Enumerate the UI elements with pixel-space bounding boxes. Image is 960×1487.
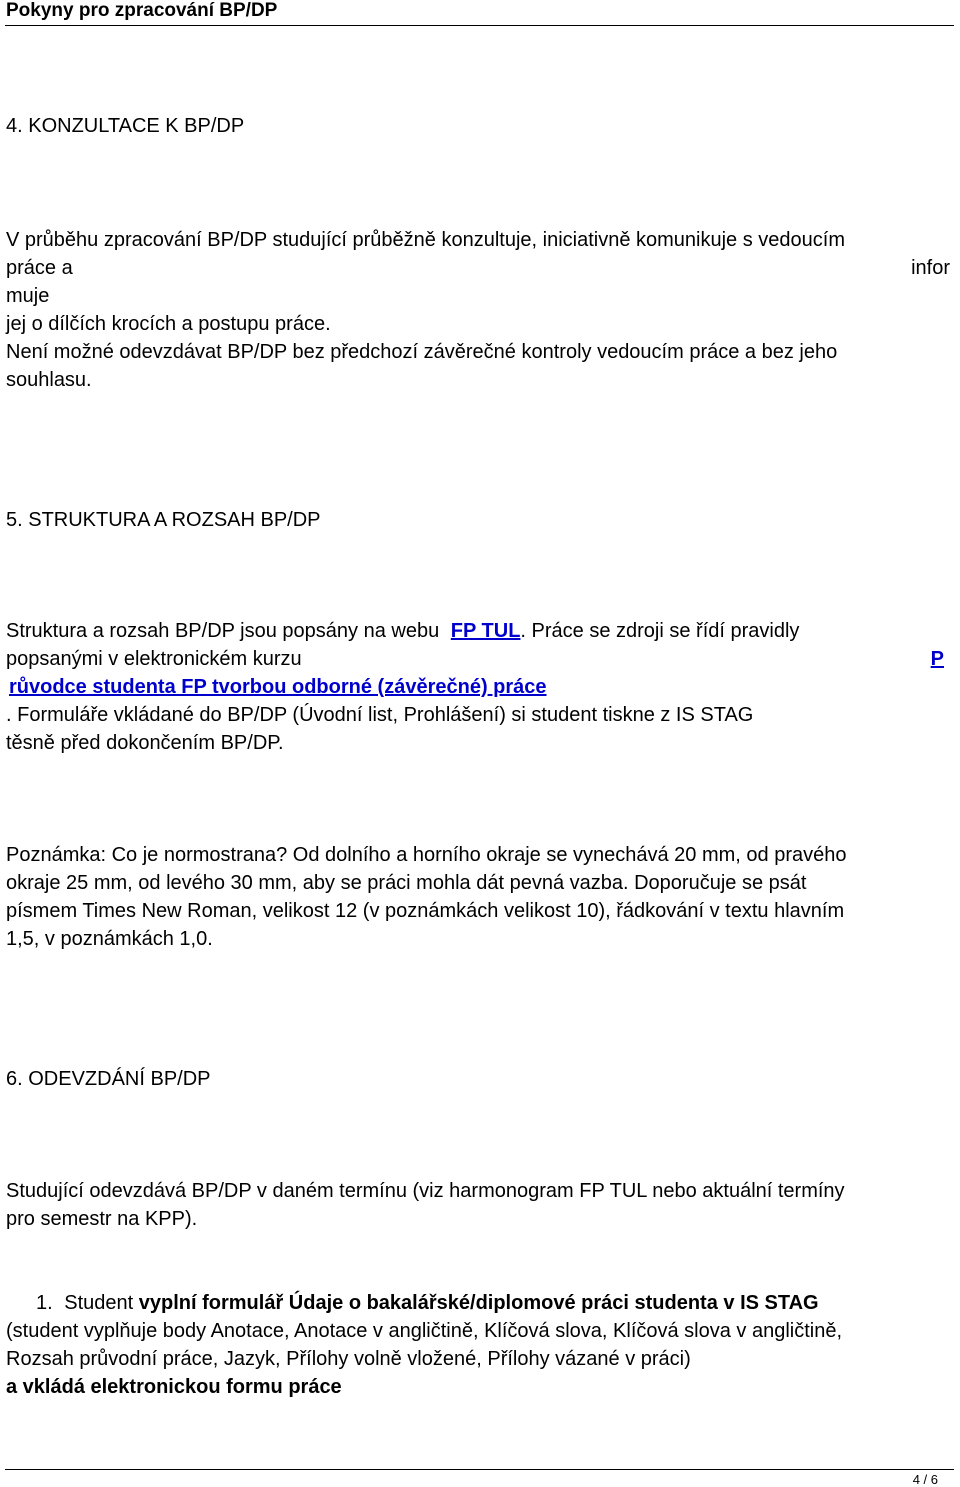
list-item	[36, 1289, 819, 1317]
document-title: Pokyny pro zpracování BP/DP	[6, 0, 278, 21]
paragraph-line: (student vyplňuje body Anotace, Anotace v angličtině, Klíčová slova, Klíčová slova v angličtině,	[6, 1320, 843, 1342]
note-line: Poznámka: Co je normostrana? Od dolního a horního okraje se vynechává 20 mm, od pravého	[6, 844, 847, 866]
note-line: okraje 25 mm, od levého 30 mm, aby se práci mohla dát pevná vazba. Doporučuje se psát	[6, 872, 807, 894]
text-fragment: Struktura a rozsah BP/DP jsou popsány na webu	[6, 620, 440, 642]
fp-tul-link[interactable]: FP TUL	[450, 620, 521, 642]
text-fragment: . Práce se zdroji se řídí pravidly	[520, 620, 800, 642]
paragraph-line: muje	[6, 285, 50, 307]
paragraph-line-bold: a vkládá elektronickou formu práce	[6, 1376, 342, 1398]
paragraph-line: pro semestr na KPP).	[6, 1208, 198, 1230]
paragraph-line: . Formuláře vkládané do BP/DP (Úvodní list, Prohlášení) si student tiskne z IS STAG	[6, 704, 754, 726]
section-5-heading: 5. STRUKTURA A ROZSAH BP/DP	[6, 509, 321, 531]
footer-divider	[5, 1469, 954, 1470]
paragraph-line: Rozsah průvodní práce, Jazyk, Přílohy volně vložené, Přílohy vázané v práci)	[6, 1348, 691, 1370]
page-number: 4 / 6	[912, 1472, 938, 1487]
text-fragment: Student	[64, 1292, 134, 1314]
note-line: 1,5, v poznámkách 1,0.	[6, 928, 213, 950]
list-number: 1.	[36, 1292, 53, 1314]
header-divider	[5, 25, 954, 26]
paragraph-line: Studující odevzdává BP/DP v daném termínu (viz harmonogram FP TUL nebo aktuální termíny	[6, 1180, 845, 1202]
paragraph-line: popsanými v elektronickém kurzu	[6, 648, 302, 670]
paragraph-line: práce a	[6, 257, 73, 279]
paragraph-line: V průběhu zpracování BP/DP studující průběžně konzultuje, iniciativně komunikuje s vedoucím	[6, 229, 845, 251]
bold-fragment: vyplní formulář Údaje o bakalářské/diplomové práci studenta v IS STAG	[138, 1292, 819, 1314]
guide-link[interactable]: růvodce studenta FP tvorbou odborné (závěrečné) práce	[9, 676, 547, 698]
paragraph-line: těsně před dokončením BP/DP.	[6, 732, 284, 754]
paragraph-line: jej o dílčích krocích a postupu práce.	[6, 313, 331, 335]
paragraph-line: Není možné odevzdávat BP/DP bez předchozí závěrečné kontroly vedoucím práce a bez jeho	[6, 341, 838, 363]
paragraph-fragment: infor	[911, 257, 950, 279]
section-4-heading: 4. KONZULTACE K BP/DP	[6, 115, 245, 137]
paragraph-line	[6, 617, 799, 645]
guide-link-start[interactable]: P	[930, 648, 944, 670]
link-line	[9, 673, 547, 701]
note-line: písmem Times New Roman, velikost 12 (v poznámkách velikost 10), řádkování v textu hlavním	[6, 900, 845, 922]
section-6-heading: 6. ODEVZDÁNÍ BP/DP	[6, 1068, 211, 1090]
link-fragment-wrap	[931, 645, 944, 673]
paragraph-line: souhlasu.	[6, 369, 92, 391]
